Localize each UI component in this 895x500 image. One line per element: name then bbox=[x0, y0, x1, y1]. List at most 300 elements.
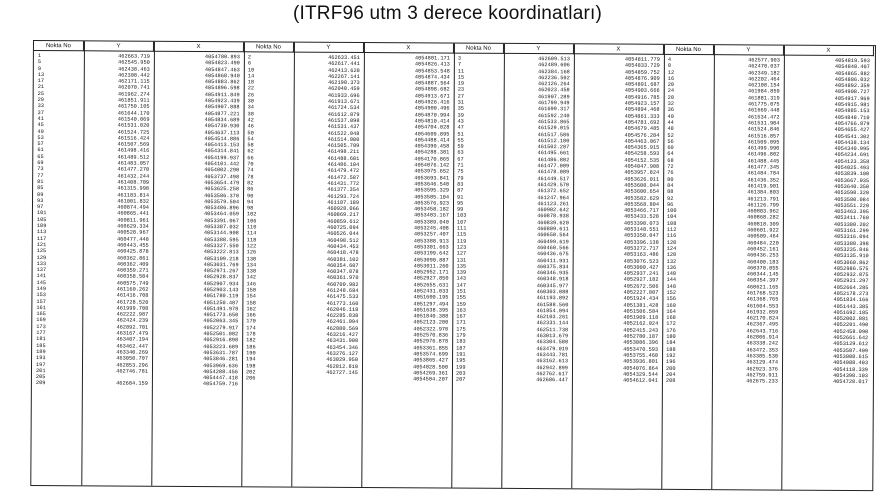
table-cell: 4051834.166 bbox=[833, 297, 869, 304]
table-cell: 166 bbox=[246, 312, 256, 319]
table-cell: 461529.015 bbox=[537, 125, 570, 132]
table-cell: 460868.282 bbox=[747, 214, 779, 221]
table-cell: 463407.194 bbox=[116, 336, 149, 344]
table-cell: 4053222.813 bbox=[203, 249, 239, 256]
table-cell: 4051773.650 bbox=[203, 312, 239, 319]
table-cell: 151 bbox=[456, 288, 467, 295]
table-cell: 118 bbox=[246, 236, 257, 243]
table-cell: 4054398.103 bbox=[832, 372, 868, 379]
table-cell: 4054028.500 bbox=[413, 363, 449, 371]
table-cell: 460460.566 bbox=[536, 244, 569, 252]
table-cell: 129 bbox=[36, 254, 47, 261]
table-cell: 185 bbox=[36, 342, 46, 349]
table-cell: 4051600.195 bbox=[413, 294, 449, 301]
table-cell: 4052201.490 bbox=[833, 322, 869, 329]
table-cell: 461854.094 bbox=[536, 307, 569, 315]
table-cell: 4053667.035 bbox=[834, 177, 870, 184]
table-cell: 7 bbox=[457, 61, 462, 68]
table-cell: 461475.533 bbox=[326, 294, 359, 301]
table-cell: 19 bbox=[457, 80, 465, 87]
table-cell: 120 bbox=[666, 239, 677, 246]
table-cell: 461750.105 bbox=[117, 103, 150, 111]
table-cell: 121 bbox=[36, 241, 47, 248]
table-cell: 148 bbox=[666, 283, 677, 290]
table-cell: 4054834.689 bbox=[204, 117, 240, 124]
column-x-values bbox=[784, 58, 870, 386]
table-cell: 461962.274 bbox=[117, 91, 150, 98]
table-cell: 4053598.320 bbox=[834, 190, 870, 197]
table-cell: 156 bbox=[666, 296, 676, 303]
table-cell: 460477.448 bbox=[116, 236, 149, 243]
table-cell: 462236.502 bbox=[537, 74, 570, 82]
table-cell: 4054514.886 bbox=[204, 135, 240, 143]
table-cell: 4051250.487 bbox=[203, 299, 239, 306]
table-cell: 4053076.523 bbox=[623, 258, 659, 265]
table-cell: 30 bbox=[247, 98, 255, 105]
table-cell: 4053086.396 bbox=[623, 339, 659, 347]
table-cell: 11 bbox=[457, 68, 465, 75]
table-cell: 92 bbox=[667, 195, 674, 202]
table-cell: 106 bbox=[246, 218, 257, 225]
table-cell: 4053957.824 bbox=[624, 169, 660, 177]
table-cell: 462759.911 bbox=[746, 372, 778, 379]
table-cell: 80 bbox=[667, 176, 674, 183]
table-cell: 4054002.290 bbox=[204, 167, 240, 174]
table-cell: 4053411.760 bbox=[833, 215, 869, 222]
table-cell: 462892.701 bbox=[116, 324, 149, 331]
table-cell: 463462.447 bbox=[116, 343, 149, 350]
table-cell: 462438.463 bbox=[118, 66, 150, 73]
coordinate-table bbox=[30, 40, 876, 491]
table-cell: 51 bbox=[457, 131, 464, 138]
table-cell: 1 bbox=[37, 53, 42, 60]
table-cell: 130 bbox=[246, 255, 257, 262]
table-cell: 4054047.908 bbox=[624, 163, 660, 170]
table-cell: 460375.834 bbox=[536, 263, 569, 271]
table-cell: 462070.741 bbox=[117, 85, 150, 92]
table-cell: 461419.901 bbox=[747, 183, 780, 190]
table-cell: 33 bbox=[37, 103, 44, 110]
table-cell: 8 bbox=[667, 63, 672, 70]
table-cell: 137 bbox=[36, 267, 47, 274]
table-cell: 461477.270 bbox=[117, 166, 150, 174]
table-cell: 178 bbox=[246, 331, 256, 338]
table-cell: 4053693.841 bbox=[414, 174, 450, 182]
table-cell: 4054118.339 bbox=[833, 366, 869, 373]
column-header-y: Y bbox=[504, 44, 574, 54]
table-cell: 21 bbox=[37, 84, 45, 91]
column-y-values bbox=[714, 57, 780, 385]
table-cell: 43 bbox=[457, 118, 464, 125]
table-cell: 4053380.202 bbox=[833, 221, 869, 228]
table-cell: 461488.601 bbox=[327, 155, 360, 162]
table-cell: 4053245.408 bbox=[413, 225, 449, 232]
table-cell: 4052916.898 bbox=[203, 337, 239, 344]
table-cell: 4054269.361 bbox=[412, 370, 448, 377]
table-cell: 4051780.119 bbox=[203, 293, 239, 300]
table-cell: 102 bbox=[246, 211, 257, 218]
table-cell: 461372.652 bbox=[537, 188, 570, 195]
table-cell: 4053969.636 bbox=[203, 362, 239, 369]
table-cell: 4051443.385 bbox=[833, 303, 869, 310]
column-no-values bbox=[456, 56, 502, 384]
table-cell: 461160.262 bbox=[116, 286, 149, 293]
table-cell: 461498.416 bbox=[117, 147, 150, 155]
table-cell: 462413.628 bbox=[328, 67, 360, 74]
table-cell: 209 bbox=[35, 380, 46, 387]
table-cell: 462727.145 bbox=[326, 369, 358, 376]
table-cell: 77 bbox=[37, 172, 44, 179]
table-cell: 4054886.032 bbox=[834, 76, 870, 84]
table-cell: 462308.442 bbox=[117, 72, 150, 79]
column-header-x: X bbox=[154, 42, 244, 53]
table-cell: 4054199.937 bbox=[204, 154, 240, 162]
table-cell: 4052672.506 bbox=[623, 283, 659, 290]
table-cell: 461449.517 bbox=[537, 175, 570, 182]
table-cell: 4053361.855 bbox=[413, 344, 449, 352]
table-cell: 86 bbox=[247, 186, 254, 193]
table-cell: 461496.802 bbox=[747, 151, 780, 159]
table-cell: 461489.512 bbox=[117, 154, 150, 161]
table-cell: 4053551.220 bbox=[834, 202, 870, 209]
table-cell: 461472.587 bbox=[327, 174, 360, 181]
table-cell: 4054833.729 bbox=[624, 62, 660, 70]
table-cell: 4052986.575 bbox=[833, 265, 869, 272]
table-cell: 112 bbox=[666, 226, 677, 233]
table-cell: 163 bbox=[456, 307, 466, 314]
table-cell: 31 bbox=[457, 99, 465, 106]
column-y-values bbox=[84, 53, 150, 387]
table-cell: 4054488.414 bbox=[414, 137, 450, 144]
table-cell: 462349.182 bbox=[747, 69, 780, 77]
table-cell: 460359.271 bbox=[116, 267, 149, 274]
table-cell: 4053135.910 bbox=[833, 253, 869, 260]
table-cell: 4054781.692 bbox=[624, 119, 660, 126]
table-cell: 4051840.388 bbox=[413, 313, 449, 320]
table-cell: 127 bbox=[456, 250, 467, 257]
table-cell: 113 bbox=[36, 229, 47, 236]
table-cell: 4052907.934 bbox=[203, 280, 239, 287]
table-cell: 4054913.671 bbox=[414, 93, 450, 100]
table-cell: 4053391.067 bbox=[203, 217, 239, 224]
table-cell: 461773.160 bbox=[326, 300, 359, 307]
table-cell: 165 bbox=[36, 311, 46, 318]
table-cell: 4051924.434 bbox=[623, 295, 659, 303]
table-cell: 4053011.260 bbox=[413, 263, 449, 270]
table-cell: 201 bbox=[35, 367, 46, 374]
column-y-values bbox=[294, 55, 360, 383]
table-cell: 4054848.710 bbox=[834, 114, 870, 121]
table-cell: 460354.607 bbox=[326, 262, 359, 269]
table-cell: 157 bbox=[36, 298, 46, 305]
table-cell: 90 bbox=[247, 192, 254, 199]
page-title: (ITRF96 utm 3 derece koordinatları) bbox=[292, 3, 602, 24]
table-cell: 88 bbox=[667, 189, 674, 196]
table-cell: 4053316.094 bbox=[833, 234, 869, 241]
table-cell: 6 bbox=[247, 60, 252, 67]
table-cell: 85 bbox=[37, 185, 44, 192]
table-cell: 462170.824 bbox=[746, 315, 779, 322]
table-cell: 41 bbox=[37, 115, 44, 123]
table-cell: 4053808.615 bbox=[833, 353, 869, 361]
column-x-values bbox=[154, 54, 240, 388]
table-cell: 462040.459 bbox=[327, 86, 360, 93]
table-cell: 4054847.463 bbox=[204, 66, 240, 73]
table-cell: 463276.127 bbox=[326, 350, 359, 357]
table-cell: 462684.159 bbox=[116, 380, 148, 388]
table-cell: 205 bbox=[35, 374, 46, 381]
table-cell: 18 bbox=[247, 79, 255, 86]
table-cell: 461509.095 bbox=[747, 139, 780, 146]
table-cell: 93 bbox=[36, 197, 44, 204]
table-cell: 4054076.864 bbox=[623, 365, 659, 372]
table-cell: 460528.967 bbox=[117, 229, 149, 237]
table-cell: 460443.455 bbox=[116, 242, 149, 249]
table-cell: 4054655.427 bbox=[834, 127, 870, 134]
table-cell: 155 bbox=[456, 294, 466, 301]
table-cell: 4054826.413 bbox=[414, 61, 450, 68]
table-cell: 4052162.024 bbox=[623, 321, 659, 328]
table-cell: 89 bbox=[37, 191, 44, 198]
table-cell: 4054865.882 bbox=[834, 70, 870, 77]
table-cell: 4054101.442 bbox=[204, 161, 240, 168]
table-cell: 463443.781 bbox=[536, 352, 569, 359]
table-cell: 162 bbox=[246, 306, 256, 313]
table-cell: 461913.671 bbox=[327, 98, 360, 106]
table-cell: 108 bbox=[666, 220, 677, 227]
table-cell: 23 bbox=[457, 87, 465, 94]
table-cell: 4053148.551 bbox=[623, 226, 659, 233]
table-cell: 4052178.273 bbox=[833, 290, 869, 298]
table-cell: 4054915.981 bbox=[834, 101, 870, 109]
table-cell: 460869.217 bbox=[327, 212, 359, 219]
table-cell: 461499.990 bbox=[747, 145, 780, 152]
table-cell: 461495.661 bbox=[537, 150, 570, 157]
table-cell: 4054088.403 bbox=[833, 360, 869, 367]
table-cell: 461001.832 bbox=[117, 198, 150, 205]
table-cell: 461498.211 bbox=[327, 149, 360, 156]
table-cell: 4053839.100 bbox=[834, 171, 870, 178]
table-cell: 4051638.395 bbox=[413, 307, 449, 314]
table-cell: 191 bbox=[456, 351, 466, 358]
table-cell: 461486.802 bbox=[537, 156, 570, 164]
table-cell: 4054874.434 bbox=[414, 74, 450, 81]
table-cell: 76 bbox=[667, 170, 674, 177]
table-cell: 4054170.865 bbox=[414, 156, 450, 163]
table-cell: 28 bbox=[667, 94, 675, 101]
column-no-values bbox=[36, 53, 82, 387]
table-cell: 4053163.486 bbox=[623, 251, 659, 259]
table-cell: 138 bbox=[246, 268, 257, 275]
table-cell: 460902.642 bbox=[537, 207, 569, 214]
table-cell: 60 bbox=[667, 145, 674, 152]
table-cell: 462923.376 bbox=[746, 365, 779, 373]
table-cell: 4053144.908 bbox=[203, 230, 239, 237]
table-cell bbox=[294, 376, 358, 383]
table-cell: 463340.269 bbox=[116, 349, 149, 356]
table-cell: 193 bbox=[36, 355, 46, 362]
table-cell: 206 bbox=[245, 375, 256, 382]
table-cell: 109 bbox=[36, 223, 47, 230]
table-cell: 460526.044 bbox=[327, 231, 359, 238]
table-cell: 4053582.629 bbox=[624, 195, 660, 202]
table-cell: 207 bbox=[455, 376, 466, 383]
table-cell: 4053301.663 bbox=[413, 244, 449, 251]
table-cell: 42 bbox=[247, 117, 254, 124]
table-cell: 4054314.841 bbox=[204, 148, 240, 155]
table-cell: 4054123.358 bbox=[834, 158, 870, 165]
table-cell: 195 bbox=[456, 357, 466, 364]
table-cell: 4052322.970 bbox=[413, 326, 449, 333]
table-cell: 56 bbox=[667, 138, 674, 145]
table-cell: 460499.619 bbox=[536, 238, 569, 245]
table-cell: 4052932.075 bbox=[833, 271, 869, 279]
table-cell: 461126.799 bbox=[747, 202, 780, 209]
table-cell: 4054840.407 bbox=[834, 64, 870, 71]
column-divider bbox=[241, 42, 245, 486]
table-cell: 460362.861 bbox=[116, 255, 149, 262]
table-cell: 110 bbox=[246, 224, 257, 231]
table-cell: 147 bbox=[456, 282, 467, 289]
table-cell: 136 bbox=[666, 264, 677, 271]
table-cell: 4053470.593 bbox=[623, 346, 659, 353]
table-cell: 462663.719 bbox=[118, 53, 150, 60]
table-cell: 4053031.769 bbox=[203, 261, 239, 269]
table-cell: 460928.066 bbox=[327, 205, 359, 213]
table-cell: 461507.569 bbox=[117, 141, 150, 148]
table-cell: 463162.613 bbox=[536, 358, 569, 365]
table-cell: 47 bbox=[457, 124, 464, 131]
table-cell: 461907.289 bbox=[537, 93, 570, 101]
table-cell: 45 bbox=[37, 122, 44, 129]
table-cell: 99 bbox=[456, 206, 464, 213]
table-cell: 135 bbox=[456, 263, 467, 270]
table-cell: 460362.409 bbox=[116, 261, 149, 268]
table-cell: 463304.580 bbox=[536, 339, 569, 346]
table-cell: 461531.904 bbox=[747, 120, 780, 127]
table-cell: 188 bbox=[666, 346, 676, 353]
table-cell: 461488.445 bbox=[747, 158, 780, 165]
table-cell: 4054819.593 bbox=[834, 57, 870, 65]
table-cell: 94 bbox=[246, 199, 254, 206]
table-cell: 91 bbox=[457, 194, 464, 201]
table-cell: 200 bbox=[665, 365, 676, 372]
table-cell: 4054877.221 bbox=[204, 110, 240, 117]
table-cell: 180 bbox=[666, 333, 676, 340]
table-cell: 79 bbox=[457, 175, 464, 182]
table-cell: 179 bbox=[456, 332, 466, 339]
table-cell: 134 bbox=[246, 262, 257, 269]
table-cell: 4054900.496 bbox=[414, 105, 450, 112]
table-cell: 461851.911 bbox=[117, 97, 150, 104]
table-cell: 49 bbox=[37, 128, 44, 135]
table-cell: 4051381.428 bbox=[623, 302, 659, 309]
table-cell: 460484.220 bbox=[746, 239, 779, 247]
table-cell: 139 bbox=[456, 269, 467, 276]
table-cell: 463431.908 bbox=[326, 338, 359, 345]
table-cell: 4054891.687 bbox=[624, 81, 660, 89]
table-cell: 4054730.930 bbox=[204, 123, 240, 130]
table-cell: 100 bbox=[666, 208, 677, 215]
table-cell: 103 bbox=[456, 213, 467, 220]
table-cell: 4054908.727 bbox=[834, 89, 870, 96]
table-cell: 461699.317 bbox=[537, 106, 570, 113]
table-cell: 4053458.182 bbox=[413, 206, 449, 213]
column-header-y: Y bbox=[714, 45, 784, 55]
column-header-no: Nokta No bbox=[454, 44, 504, 54]
table-cell: 4053199.642 bbox=[413, 250, 449, 257]
table-cell: 4052921.297 bbox=[833, 278, 869, 285]
column-divider bbox=[451, 44, 455, 488]
table-cell: 78 bbox=[247, 173, 254, 180]
table-cell: 27 bbox=[457, 93, 465, 100]
table-cell: 83 bbox=[457, 181, 464, 188]
table-cell: 68 bbox=[667, 157, 674, 164]
table-cell: 64 bbox=[667, 151, 674, 158]
table-cell: 460818.309 bbox=[747, 221, 779, 228]
column-header-no: Nokta No bbox=[244, 42, 294, 52]
table-cell: 32 bbox=[667, 100, 674, 107]
table-cell: 4053388.595 bbox=[203, 236, 239, 243]
table-cell: 4053396.138 bbox=[623, 239, 659, 246]
table-cell: 74 bbox=[247, 167, 254, 174]
table-cell: 462511.738 bbox=[536, 326, 569, 334]
table-cell: 462617.441 bbox=[328, 61, 360, 68]
table-cell: 462470.037 bbox=[748, 63, 780, 70]
column-header-x: X bbox=[364, 43, 454, 54]
table-cell: 462126.264 bbox=[537, 81, 570, 88]
table-cell: 160 bbox=[666, 302, 676, 309]
table-cell: 461537.098 bbox=[327, 117, 360, 124]
table-cell: 4054576.284 bbox=[624, 132, 660, 139]
table-cell: 4052928.837 bbox=[203, 274, 239, 281]
table-cell: 4053579.504 bbox=[204, 198, 240, 206]
table-cell: 4054504.207 bbox=[412, 376, 448, 383]
table-cell: 461517.586 bbox=[537, 131, 570, 138]
table-cell: 4051297.494 bbox=[413, 300, 449, 308]
table-cell: 4053389.040 bbox=[413, 219, 449, 226]
table-cell: 463129.474 bbox=[746, 359, 779, 366]
column-header-y: Y bbox=[84, 41, 154, 51]
table-cell: 5 bbox=[37, 59, 42, 66]
table-cell: 4054463.067 bbox=[624, 138, 660, 145]
table-cell: 202 bbox=[245, 369, 256, 376]
table-cell: 4054861.333 bbox=[624, 113, 660, 120]
table-cell: 462267.141 bbox=[327, 73, 360, 80]
table-cell: 462812.810 bbox=[326, 363, 359, 370]
table-cell: 4054329.544 bbox=[622, 371, 658, 378]
table-cell: 460370.055 bbox=[746, 265, 779, 272]
table-cell: 4052123.200 bbox=[413, 319, 449, 327]
table-cell: 4053433.528 bbox=[623, 214, 659, 221]
table-cell: 48 bbox=[667, 126, 674, 133]
table-cell: 461669.448 bbox=[747, 107, 780, 114]
table-cell: 4052655.631 bbox=[413, 282, 449, 289]
table-cell: 462285.838 bbox=[326, 312, 359, 320]
table-cell: 111 bbox=[456, 225, 467, 232]
table-cell: 4054728.017 bbox=[832, 379, 868, 386]
table-cell: 4053625.250 bbox=[204, 186, 240, 193]
table-cell: 184 bbox=[666, 340, 676, 347]
table-cell: 461479.472 bbox=[327, 168, 360, 175]
table-cell: 4053975.652 bbox=[414, 168, 450, 175]
table-cell: 462942.899 bbox=[536, 364, 569, 371]
table-cell: 4052063.345 bbox=[203, 318, 239, 325]
table-cell: 460878.938 bbox=[537, 213, 569, 220]
table-cell: 461881.319 bbox=[747, 95, 780, 102]
table-cell: 462633.451 bbox=[328, 54, 360, 61]
table-cell: 4053600.044 bbox=[624, 182, 660, 189]
